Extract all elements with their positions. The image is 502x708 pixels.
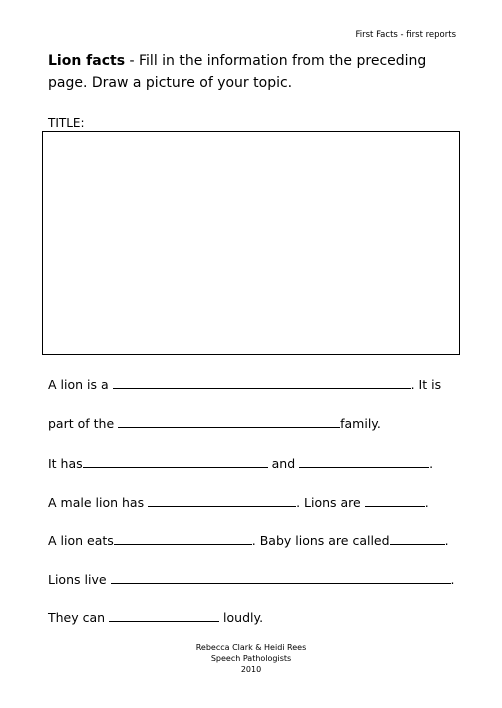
footer-authors: Rebecca Clark & Heidi Rees <box>195 643 307 652</box>
sentence-text: Lions live <box>48 572 111 587</box>
sentence-text: . It is <box>410 377 442 392</box>
sentence-text: and <box>267 456 300 471</box>
answer-blank[interactable] <box>118 415 340 428</box>
answer-blank[interactable] <box>390 532 445 545</box>
footer-year: 2010 <box>240 665 262 674</box>
sentence-5 <box>48 532 449 548</box>
sentence-text: . Baby lions are called <box>251 533 390 548</box>
sentence-text: loudly. <box>219 610 264 625</box>
drawing-box[interactable] <box>42 131 460 355</box>
answer-blank[interactable] <box>83 455 268 468</box>
sentence-7 <box>48 609 263 625</box>
sentence-1 <box>48 376 441 392</box>
sentence-text: . <box>450 572 455 587</box>
sentence-text: A lion is a <box>48 377 113 392</box>
sentence-text: A male lion has <box>48 495 149 510</box>
answer-blank[interactable] <box>114 532 252 545</box>
sentence-2 <box>48 415 381 431</box>
sentence-4 <box>48 494 429 510</box>
sentence-text: . <box>429 456 434 471</box>
answer-blank[interactable] <box>148 494 296 507</box>
sentence-6 <box>48 571 454 587</box>
answer-blank[interactable] <box>365 494 425 507</box>
sentence-text: . <box>444 533 449 548</box>
sentence-text: . Lions are <box>296 495 365 510</box>
instructions-heading: Lion facts <box>48 53 126 69</box>
answer-blank[interactable] <box>109 609 219 622</box>
answer-blank[interactable] <box>111 571 451 584</box>
instructions-text: - Fill in the information from the preceding page. Draw a picture of your topic. <box>48 53 427 91</box>
sentence-text: They can <box>48 610 110 625</box>
title-label: TITLE: <box>48 116 85 130</box>
header-note: First Facts - first reports <box>355 30 456 40</box>
sentence-text: family. <box>340 416 381 431</box>
sentence-text: It has <box>48 456 83 471</box>
sentence-text: part of the <box>48 416 119 431</box>
sentence-3 <box>48 455 433 471</box>
sentence-text: . <box>424 495 429 510</box>
answer-blank[interactable] <box>299 455 429 468</box>
answer-blank[interactable] <box>113 376 411 389</box>
footer-role: Speech Pathologists <box>210 654 292 663</box>
sentence-text: A lion eats <box>48 533 114 548</box>
instructions <box>48 50 468 94</box>
